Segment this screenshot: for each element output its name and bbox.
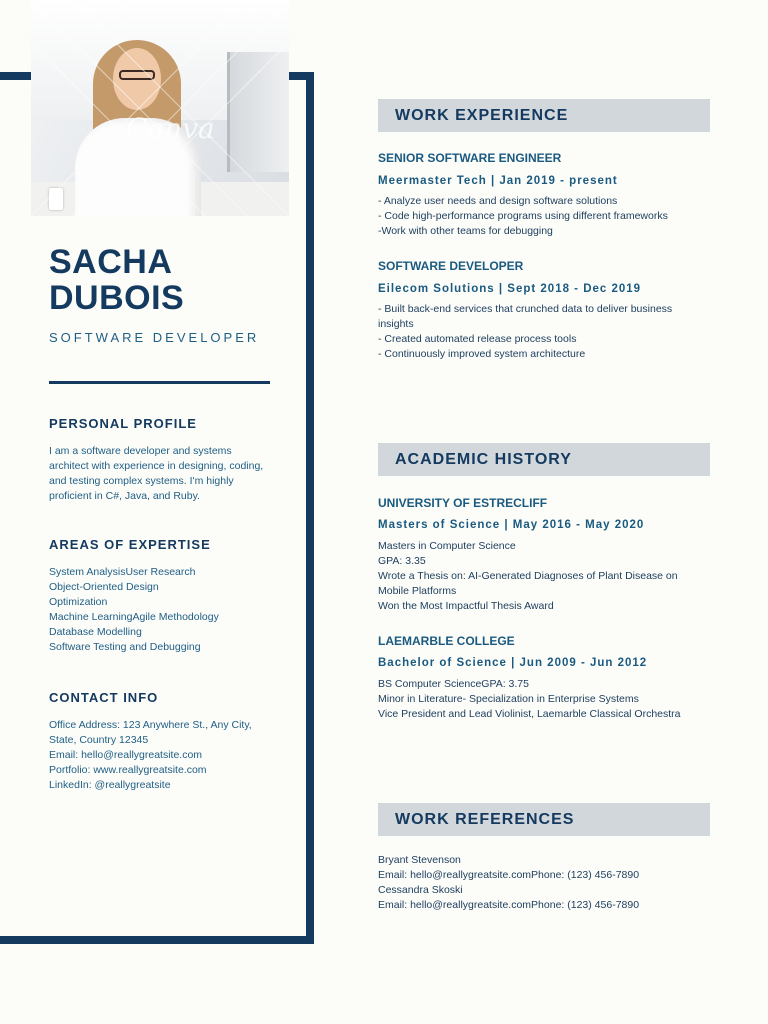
job-bullet: - Analyze user needs and design software solutions — [378, 195, 618, 207]
job-company: Meermaster Tech | Jan 2019 - present — [378, 175, 618, 187]
expertise-heading: AREAS OF EXPERTISE — [49, 537, 211, 552]
job-bullets — [378, 302, 708, 362]
degree: Masters of Science | May 2016 - May 2020 — [378, 519, 645, 531]
school-detail: Masters in Computer Science — [378, 540, 516, 552]
section-title: ACADEMIC HISTORY — [395, 451, 572, 468]
profile-heading: PERSONAL PROFILE — [49, 416, 197, 431]
job-bullet: - Continuously improved system architecture — [378, 348, 586, 360]
expertise-item: System AnalysisUser Research — [49, 566, 196, 578]
school-details — [378, 539, 708, 614]
contact-info — [49, 718, 279, 793]
job-bullet: - Code high-performance programs using different frameworks — [378, 210, 668, 222]
school-detail: Vice President and Lead Violinist, Laemarble Classical Orchestra — [378, 708, 681, 720]
academic-history-header — [378, 443, 710, 476]
expertise-item: Object-Oriented Design — [49, 581, 159, 593]
watermark-overlay — [31, 0, 289, 216]
degree: Bachelor of Science | Jun 2009 - Jun 2012 — [378, 657, 648, 669]
school-name: UNIVERSITY OF ESTRECLIFF — [378, 496, 548, 510]
expertise-item: Database Modelling — [49, 626, 142, 638]
reference-name: Cessandra Skoski — [378, 884, 463, 896]
job-company: Eilecom Solutions | Sept 2018 - Dec 2019 — [378, 283, 642, 295]
profile-line: and testing complex systems. I'm highly — [49, 475, 234, 487]
school-detail: Wrote a Thesis on: AI-Generated Diagnoses of Plant Disease on Mobile Platforms — [378, 570, 678, 597]
reference-name: Bryant Stevenson — [378, 854, 461, 866]
school-name: LAEMARBLE COLLEGE — [378, 634, 515, 648]
school-details — [378, 677, 708, 722]
contact-portfolio: Portfolio: www.reallygreatsite.com — [49, 764, 207, 776]
profile-line: proficient in C#, Java, and Ruby. — [49, 490, 200, 502]
job-bullet: - Built back-end services that crunched data to deliver business insights — [378, 303, 673, 330]
expertise-list — [49, 565, 279, 655]
school-detail: BS Computer ScienceGPA: 3.75 — [378, 678, 529, 690]
work-experience-header — [378, 99, 710, 132]
school-detail: Minor in Literature- Specialization in Enterprise Systems — [378, 693, 639, 705]
profile-text — [49, 444, 279, 504]
contact-address: State, Country 12345 — [49, 734, 149, 746]
first-name: SACHA — [49, 243, 173, 281]
contact-address: Office Address: 123 Anywhere St., Any City, — [49, 719, 252, 731]
school-detail: GPA: 3.35 — [378, 555, 426, 567]
job-bullets — [378, 194, 708, 239]
profile-photo — [31, 0, 289, 216]
contact-linkedin: LinkedIn: @reallygreatsite — [49, 779, 171, 791]
divider — [49, 381, 270, 384]
expertise-item: Software Testing and Debugging — [49, 641, 201, 653]
work-references-header — [378, 803, 710, 836]
contact-email: Email: hello@reallygreatsite.com — [49, 749, 203, 761]
watermark-text: Canva — [126, 112, 215, 145]
expertise-item: Optimization — [49, 596, 108, 608]
job-bullet: - Created automated release process tools — [378, 333, 577, 345]
last-name: DUBOIS — [49, 279, 185, 317]
profile-line: I am a software developer and systems — [49, 445, 232, 457]
school-detail: Won the Most Impactful Thesis Award — [378, 600, 554, 612]
reference-contact: Email: hello@reallygreatsite.comPhone: (123) 456-7890 — [378, 869, 640, 881]
job-role: SOFTWARE DEVELOPER — [49, 330, 260, 345]
candidate-name — [49, 244, 184, 316]
contact-heading: CONTACT INFO — [49, 690, 159, 705]
section-title: WORK EXPERIENCE — [395, 107, 569, 124]
job-title: SOFTWARE DEVELOPER — [378, 259, 524, 273]
job-title: SENIOR SOFTWARE ENGINEER — [378, 151, 562, 165]
references-list — [378, 853, 708, 913]
job-bullet: -Work with other teams for debugging — [378, 225, 553, 237]
profile-line: architect with experience in designing, coding, — [49, 460, 264, 472]
expertise-item: Machine LearningAgile Methodology — [49, 611, 219, 623]
reference-contact: Email: hello@reallygreatsite.comPhone: (123) 456-7890 — [378, 899, 640, 911]
section-title: WORK REFERENCES — [395, 811, 575, 828]
